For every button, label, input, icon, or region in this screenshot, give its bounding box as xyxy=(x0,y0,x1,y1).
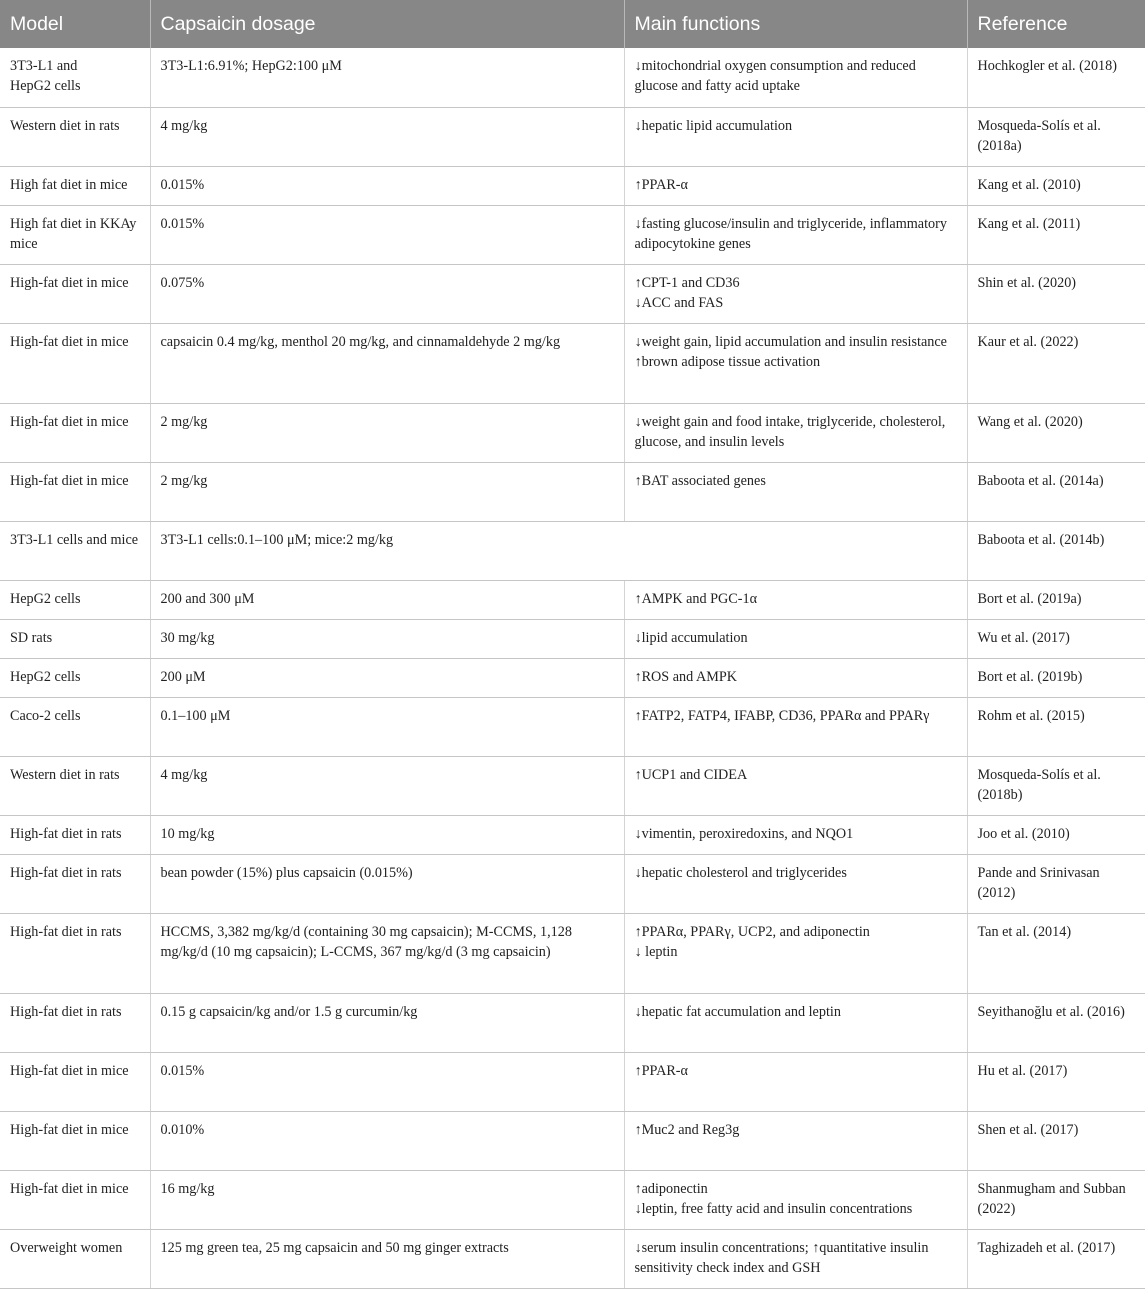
model-cell xyxy=(0,166,150,205)
functions-cell xyxy=(624,107,967,166)
dosage-cell xyxy=(150,1111,624,1170)
dosage-cell-text: 2 mg/kg xyxy=(160,413,208,430)
reference-cell xyxy=(967,205,1145,264)
functions-cell-text: ↑FATP2, FATP4, IFABP, CD36, PPARα and PPARγ xyxy=(634,707,930,724)
reference-cell xyxy=(967,619,1145,658)
header-reference: Reference xyxy=(967,0,1145,48)
functions-cell-text: ↑UCP1 and CIDEA xyxy=(634,766,748,783)
dosage-cell-text: 3T3-L1:6.91%; HepG2:100 μM xyxy=(160,58,342,74)
model-cell-text: Overweight women xyxy=(10,1239,123,1256)
dosage-cell-text: 2 mg/kg xyxy=(160,472,208,489)
dosage-cell-text: 0.015% xyxy=(160,176,205,193)
table-row xyxy=(0,815,1145,854)
model-cell xyxy=(0,48,150,107)
dosage-cell xyxy=(150,403,624,462)
reference-cell-text: Kang et al. (2010) xyxy=(977,176,1081,193)
table-row xyxy=(0,48,1145,107)
reference-cell-text: Shin et al. (2020) xyxy=(977,274,1077,291)
reference-cell-text: Mosqueda-Solís et al. (2018a) xyxy=(977,117,1101,154)
model-cell xyxy=(0,697,150,756)
table-row xyxy=(0,1052,1145,1111)
functions-cell-text: ↑AMPK and PGC-1α xyxy=(634,590,758,607)
reference-cell-text: Wang et al. (2020) xyxy=(977,413,1083,430)
dosage-cell xyxy=(150,619,624,658)
table-row xyxy=(0,107,1145,166)
reference-cell-text: Tan et al. (2014) xyxy=(977,923,1072,940)
functions-cell xyxy=(624,48,967,107)
model-cell xyxy=(0,658,150,697)
dosage-cell-text: 0.1–100 μM xyxy=(160,707,231,724)
dosage-cell-text: 0.015% xyxy=(160,1062,205,1079)
dosage-cell xyxy=(150,1229,624,1288)
reference-cell-text: Bort et al. (2019b) xyxy=(977,668,1083,685)
functions-cell-text: ↑PPAR-α xyxy=(634,176,688,193)
dosage-cell xyxy=(150,854,624,913)
functions-cell xyxy=(624,580,967,619)
functions-cell xyxy=(624,1229,967,1288)
model-cell xyxy=(0,913,150,993)
reference-cell-text: Seyithanoğlu et al. (2016) xyxy=(977,1003,1125,1020)
reference-cell-text: Baboota et al. (2014b) xyxy=(977,531,1105,548)
model-cell-text: HepG2 cells xyxy=(10,590,81,607)
model-cell-text: 3T3-L1 cells and mice xyxy=(10,531,139,548)
table-row xyxy=(0,462,1145,521)
dosage-cell xyxy=(150,815,624,854)
model-cell-text: High-fat diet in mice xyxy=(10,1062,129,1079)
functions-cell xyxy=(624,619,967,658)
dosage-cell-text: 0.015% xyxy=(160,215,205,232)
model-cell xyxy=(0,1111,150,1170)
functions-cell-text: ↓hepatic lipid accumulation xyxy=(634,117,793,134)
dosage-cell-text: 3T3-L1 cells:0.1–100 μM; mice:2 mg/kg xyxy=(160,531,394,548)
dosage-cell xyxy=(150,580,624,619)
model-cell xyxy=(0,521,150,580)
dosage-cell-text: capsaicin 0.4 mg/kg, menthol 20 mg/kg, and cinnamaldehyde 2 mg/kg xyxy=(160,333,561,350)
functions-cell xyxy=(624,854,967,913)
model-cell-text: High-fat diet in mice xyxy=(10,413,129,430)
dosage-cell-text: 30 mg/kg xyxy=(160,629,215,646)
table-row xyxy=(0,913,1145,993)
functions-cell xyxy=(624,403,967,462)
reference-cell xyxy=(967,521,1145,580)
dosage-cell-text: HCCMS, 3,382 mg/kg/d (containing 30 mg capsaicin); M-CCMS, 1,128 mg/kg/d (10 mg capsaicin); L-CCMS, 367 mg/kg/d (3 mg capsaicin) xyxy=(160,923,572,960)
reference-cell-text: Bort et al. (2019a) xyxy=(977,590,1082,607)
model-cell-text: High-fat diet in mice xyxy=(10,1121,129,1138)
dosage-cell-text: 125 mg green tea, 25 mg capsaicin and 50 mg ginger extracts xyxy=(160,1239,509,1256)
header-capsaicin-dosage: Capsaicin dosage xyxy=(150,0,624,48)
functions-cell-text: ↑ROS and AMPK xyxy=(634,668,737,685)
model-cell xyxy=(0,205,150,264)
model-cell-text: Western diet in rats xyxy=(10,117,120,134)
model-cell-text: Caco-2 cells xyxy=(10,707,81,724)
model-cell xyxy=(0,854,150,913)
functions-cell-text: ↑PPAR-α xyxy=(634,1062,688,1079)
reference-cell xyxy=(967,1170,1145,1229)
reference-cell xyxy=(967,323,1145,403)
table-row xyxy=(0,854,1145,913)
reference-cell-text: Mosqueda-Solís et al. (2018b) xyxy=(977,766,1101,803)
table-row xyxy=(0,323,1145,403)
dosage-cell-text: bean powder (15%) plus capsaicin (0.015%) xyxy=(160,864,413,881)
table-row xyxy=(0,1111,1145,1170)
functions-cell xyxy=(624,323,967,403)
dosage-cell xyxy=(150,697,624,756)
header-row xyxy=(0,0,1145,48)
reference-cell-text: Taghizadeh et al. (2017) xyxy=(977,1239,1116,1256)
dosage-cell-text: 200 and 300 μM xyxy=(160,590,255,607)
functions-cell xyxy=(624,1170,967,1229)
functions-cell xyxy=(624,756,967,815)
model-cell xyxy=(0,1052,150,1111)
reference-cell-text: Kaur et al. (2022) xyxy=(977,333,1079,350)
reference-cell xyxy=(967,403,1145,462)
reference-cell xyxy=(967,697,1145,756)
functions-cell xyxy=(624,462,967,521)
model-cell-text: HepG2 cells xyxy=(10,668,81,685)
functions-cell xyxy=(624,658,967,697)
dosage-cell-text: 200 μM xyxy=(160,668,206,685)
dosage-cell-text: 16 mg/kg xyxy=(160,1180,215,1197)
reference-cell-text: Baboota et al. (2014a) xyxy=(977,472,1104,489)
table-row xyxy=(0,166,1145,205)
dosage-cell-text: 0.075% xyxy=(160,274,205,291)
table-row xyxy=(0,403,1145,462)
model-cell-text: High fat diet in KKAy mice xyxy=(10,215,137,252)
model-cell-text: Western diet in rats xyxy=(10,766,120,783)
reference-cell xyxy=(967,815,1145,854)
model-cell xyxy=(0,815,150,854)
reference-cell xyxy=(967,993,1145,1052)
model-cell-text: SD rats xyxy=(10,629,53,646)
model-cell-text: High fat diet in mice xyxy=(10,176,128,193)
functions-cell-text: ↑BAT associated genes xyxy=(634,472,766,489)
reference-cell-text: Joo et al. (2010) xyxy=(977,825,1070,842)
dosage-cell xyxy=(150,1170,624,1229)
dosage-cell-text: 4 mg/kg xyxy=(160,117,208,134)
model-cell xyxy=(0,756,150,815)
dosage-cell xyxy=(150,107,624,166)
model-cell xyxy=(0,619,150,658)
dosage-cell xyxy=(150,913,624,993)
model-cell xyxy=(0,462,150,521)
model-cell-text: High-fat diet in mice xyxy=(10,472,129,489)
dosage-cell xyxy=(150,462,624,521)
functions-cell-text: ↓weight gain, lipid accumulation and insulin resistance ↑brown adipose tissue activation xyxy=(634,333,947,370)
model-cell xyxy=(0,264,150,323)
functions-cell-text: ↑PPARα, PPARγ, UCP2, and adiponectin ↓ leptin xyxy=(634,923,870,960)
header-model: Model xyxy=(0,0,150,48)
reference-cell-text: Pande and Srinivasan (2012) xyxy=(977,864,1100,901)
dosage-cell-text: 10 mg/kg xyxy=(160,825,215,842)
dosage-cell xyxy=(150,166,624,205)
table-row xyxy=(0,205,1145,264)
functions-cell-text: ↓lipid accumulation xyxy=(634,629,748,646)
table-row xyxy=(0,580,1145,619)
table-row xyxy=(0,264,1145,323)
table-row xyxy=(0,756,1145,815)
reference-cell xyxy=(967,854,1145,913)
functions-cell xyxy=(624,166,967,205)
dosage-cell xyxy=(150,993,624,1052)
functions-cell xyxy=(624,913,967,993)
dosage-cell xyxy=(150,658,624,697)
table-row xyxy=(0,993,1145,1052)
functions-cell-text: ↓weight gain and food intake, triglyceride, cholesterol, glucose, and insulin levels xyxy=(634,413,946,450)
reference-cell-text: Shen et al. (2017) xyxy=(977,1121,1079,1138)
dosage-cell xyxy=(150,264,624,323)
reference-cell xyxy=(967,48,1145,107)
functions-cell-text: ↓hepatic cholesterol and triglycerides xyxy=(634,864,847,881)
model-cell xyxy=(0,403,150,462)
functions-cell xyxy=(624,697,967,756)
reference-cell-text: Hochkogler et al. (2018) xyxy=(977,58,1117,74)
table-row xyxy=(0,1229,1145,1288)
dosage-cell xyxy=(150,1052,624,1111)
functions-cell xyxy=(624,815,967,854)
model-cell-text: High-fat diet in rats xyxy=(10,864,122,881)
model-cell xyxy=(0,580,150,619)
model-cell xyxy=(0,323,150,403)
reference-cell-text: Rohm et al. (2015) xyxy=(977,707,1085,724)
table-row xyxy=(0,521,1145,580)
model-cell-text: High-fat diet in rats xyxy=(10,825,122,842)
reference-cell xyxy=(967,756,1145,815)
model-cell xyxy=(0,1170,150,1229)
table-row xyxy=(0,658,1145,697)
dosage-cell xyxy=(150,521,967,580)
dosage-cell-text: 0.15 g capsaicin/kg and/or 1.5 g curcumin/kg xyxy=(160,1003,418,1020)
functions-cell xyxy=(624,993,967,1052)
reference-cell xyxy=(967,1111,1145,1170)
model-cell xyxy=(0,1229,150,1288)
reference-cell xyxy=(967,462,1145,521)
reference-cell xyxy=(967,264,1145,323)
reference-cell xyxy=(967,1229,1145,1288)
functions-cell xyxy=(624,264,967,323)
model-cell xyxy=(0,993,150,1052)
table-row xyxy=(0,619,1145,658)
reference-cell xyxy=(967,913,1145,993)
functions-cell-text: ↓mitochondrial oxygen consumption and reduced glucose and fatty acid uptake xyxy=(634,58,916,94)
reference-cell xyxy=(967,1052,1145,1111)
dosage-cell-text: 4 mg/kg xyxy=(160,766,208,783)
model-cell-text: High-fat diet in mice xyxy=(10,274,129,291)
functions-cell-text: ↑adiponectin ↓leptin, free fatty acid and insulin concentrations xyxy=(634,1180,913,1217)
functions-cell-text: ↓vimentin, peroxiredoxins, and NQO1 xyxy=(634,825,854,842)
functions-cell xyxy=(624,1052,967,1111)
dosage-cell xyxy=(150,48,624,107)
reference-cell xyxy=(967,107,1145,166)
reference-cell xyxy=(967,580,1145,619)
reference-cell-text: Hu et al. (2017) xyxy=(977,1062,1068,1079)
model-cell-text: High-fat diet in rats xyxy=(10,1003,122,1020)
dosage-cell xyxy=(150,205,624,264)
model-cell-text: High-fat diet in mice xyxy=(10,333,129,350)
functions-cell-text: ↑CPT-1 and CD36 ↓ACC and FAS xyxy=(634,274,740,311)
reference-cell xyxy=(967,658,1145,697)
model-cell-text: High-fat diet in mice xyxy=(10,1180,129,1197)
header-main-functions: Main functions xyxy=(624,0,967,48)
reference-cell xyxy=(967,166,1145,205)
table-row xyxy=(0,1170,1145,1229)
functions-cell-text: ↓fasting glucose/insulin and triglyceride, inflammatory adipocytokine genes xyxy=(634,215,947,252)
model-cell xyxy=(0,107,150,166)
reference-cell-text: Wu et al. (2017) xyxy=(977,629,1070,646)
dosage-cell xyxy=(150,323,624,403)
dosage-cell xyxy=(150,756,624,815)
table-body xyxy=(0,48,1145,1288)
table-row xyxy=(0,697,1145,756)
reference-cell-text: Kang et al. (2011) xyxy=(977,215,1081,232)
functions-cell xyxy=(624,205,967,264)
functions-cell-text: ↑Muc2 and Reg3g xyxy=(634,1121,740,1138)
functions-cell-text: ↓serum insulin concentrations; ↑quantitative insulin sensitivity check index and GSH xyxy=(634,1239,929,1276)
functions-cell-text: ↓hepatic fat accumulation and leptin xyxy=(634,1003,841,1020)
functions-cell xyxy=(624,1111,967,1170)
model-cell-text: 3T3-L1 and HepG2 cells xyxy=(10,58,81,94)
dosage-cell-text: 0.010% xyxy=(160,1121,205,1138)
reference-cell-text: Shanmugham and Subban (2022) xyxy=(977,1180,1126,1217)
model-cell-text: High-fat diet in rats xyxy=(10,923,122,940)
